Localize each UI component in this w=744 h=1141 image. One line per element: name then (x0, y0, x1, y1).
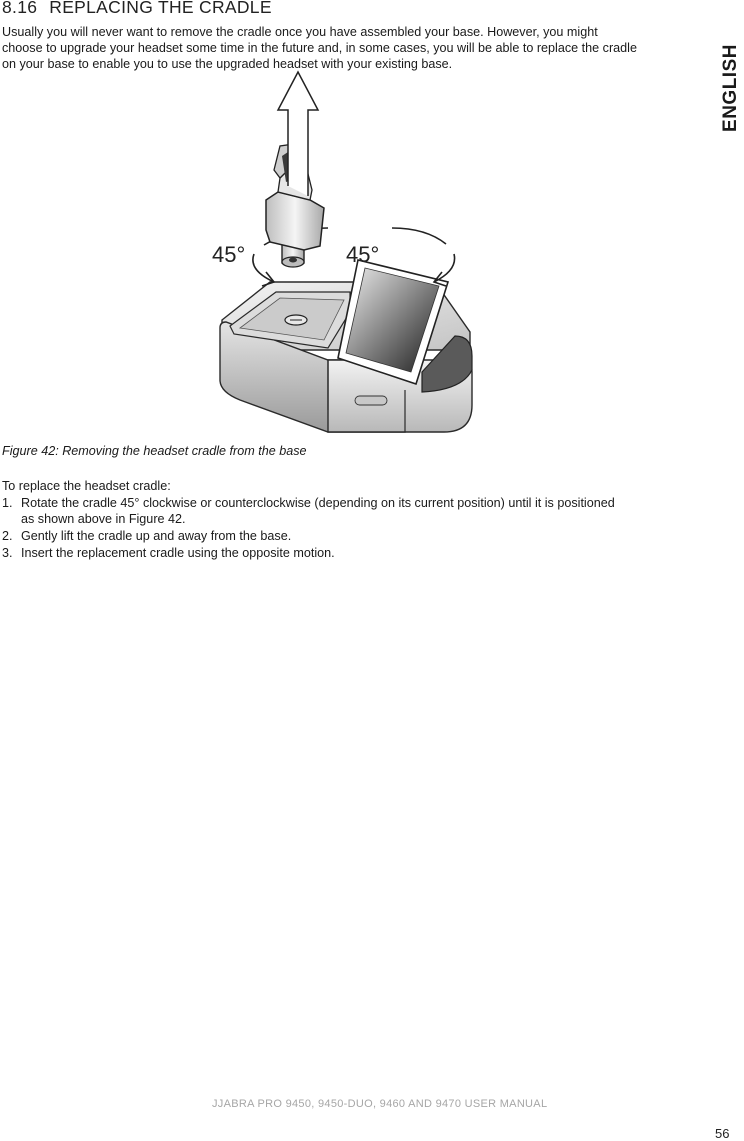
page-footer: JJABRA PRO 9450, 9450-DUO, 9460 AND 9470 USER MANUAL (212, 1098, 548, 1110)
step-text: Rotate the cradle 45° clockwise or counterclockwise (depending on its current position) until it is positioned (21, 496, 615, 510)
step-list (2, 495, 702, 561)
list-item (2, 495, 702, 527)
instructions (2, 478, 702, 562)
cradle-illustration (200, 70, 490, 440)
step-text: Insert the replacement cradle using the opposite motion. (21, 546, 335, 560)
language-label: ENGLISH (720, 43, 741, 132)
page-number: 56 (715, 1126, 730, 1141)
section-title: REPLACING THE CRADLE (49, 0, 272, 17)
section-number: 8.16 (2, 0, 38, 17)
instructions-lead: To replace the headset cradle: (2, 479, 171, 493)
step-text: Gently lift the cradle up and away from the base. (21, 529, 292, 543)
step-number: 2. (2, 529, 13, 543)
language-tab (718, 40, 744, 135)
intro-paragraph (2, 24, 692, 72)
step-number: 1. (2, 496, 13, 510)
angle-label-right: 45° (346, 242, 380, 267)
intro-line: choose to upgrade your headset some time in the future and, in some cases, you will be able to replace the cradle (2, 41, 637, 55)
section-heading (2, 0, 272, 18)
angle-label-left: 45° (212, 242, 246, 267)
list-item (2, 545, 702, 561)
intro-line: Usually you will never want to remove the cradle once you have assembled your base. However, you might (2, 25, 598, 39)
step-number: 3. (2, 546, 13, 560)
intro-line: on your base to enable you to use the upgraded headset with your existing base. (2, 57, 453, 71)
step-text: as shown above in Figure 42. (21, 512, 186, 526)
list-item (2, 528, 702, 544)
figure-caption: Figure 42: Removing the headset cradle from the base (2, 444, 307, 458)
